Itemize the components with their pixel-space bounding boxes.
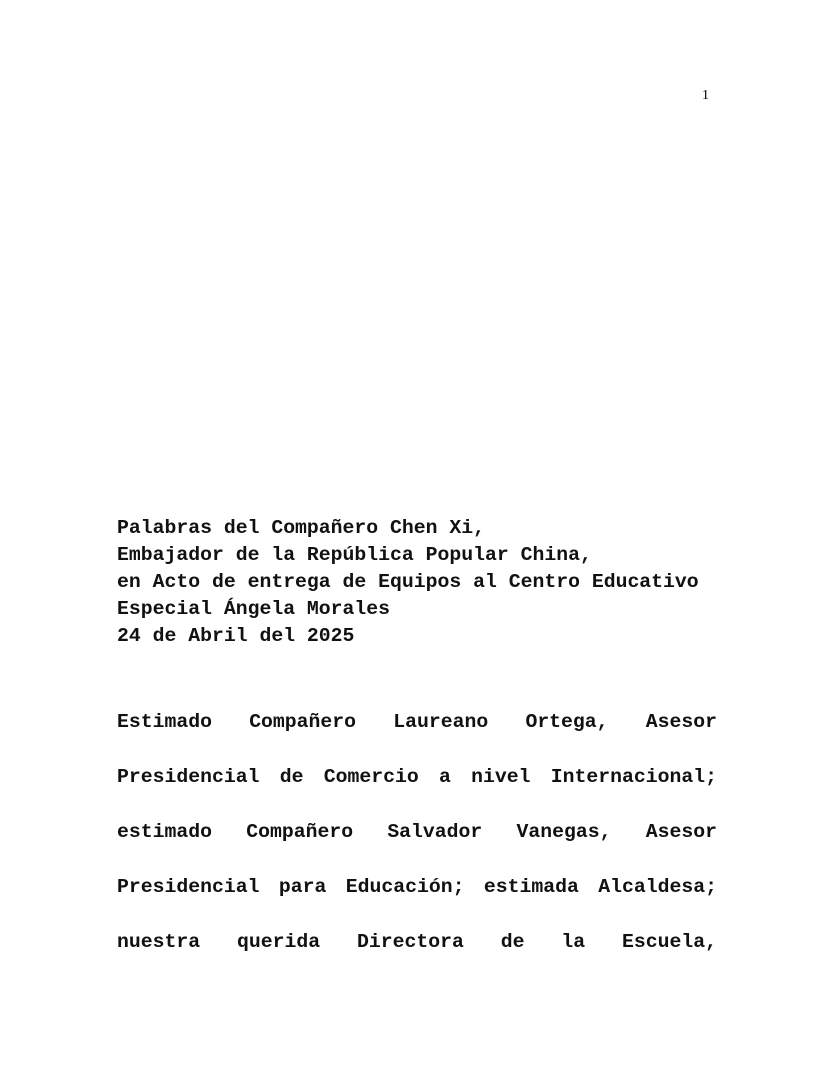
body-line: nuestra querida Directora de la Escuela,: [117, 931, 717, 953]
page-number: 1: [702, 88, 709, 103]
heading-line: Especial Ángela Morales: [117, 598, 391, 620]
document-heading: [117, 515, 757, 650]
heading-line: Embajador de la República Popular China,: [117, 544, 592, 566]
body-line: Presidencial para Educación; estimada Alcaldesa;: [117, 876, 717, 898]
heading-line: Palabras del Compañero Chen Xi,: [117, 517, 485, 539]
document-body: [117, 695, 717, 970]
heading-line: en Acto de entrega de Equipos al Centro Educativo: [117, 571, 699, 593]
heading-date: 24 de Abril del 2025: [117, 625, 355, 647]
body-line: Presidencial de Comercio a nivel Internacional;: [117, 766, 717, 788]
body-line: Estimado Compañero Laureano Ortega, Asesor: [117, 711, 717, 733]
body-line: estimado Compañero Salvador Vanegas, Asesor: [117, 821, 717, 843]
